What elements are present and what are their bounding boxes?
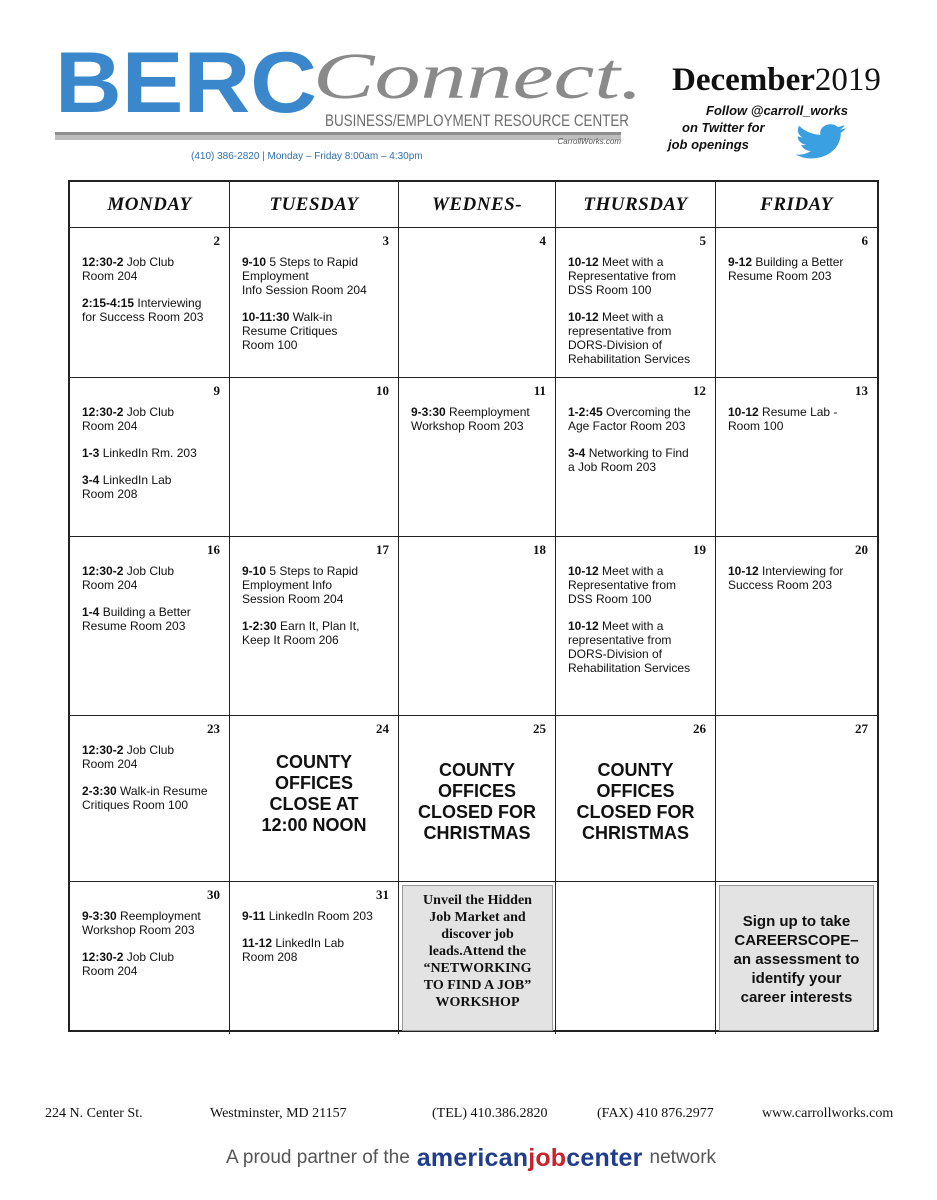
partner-american: american	[416, 1143, 529, 1172]
office-closure-notice	[556, 760, 715, 844]
promo-line: WORKSHOP	[435, 995, 520, 1010]
twitter-line-3: job openings	[668, 137, 749, 152]
event-time: 12:30-2	[82, 405, 124, 419]
day-header-thursday: THURSDAY	[556, 182, 716, 228]
event-time: 3-4	[82, 473, 100, 487]
event-time: 11-12	[242, 936, 273, 950]
office-closure-notice	[230, 752, 398, 836]
day-cell-week3-monday	[70, 537, 230, 716]
event-list	[411, 405, 546, 446]
event-detail: DORS-Division of	[568, 647, 663, 661]
day-cell-week2-wednesday	[399, 378, 556, 537]
logo-berc-text: BERC	[55, 35, 317, 131]
footer-fax: (FAX) 410 876.2977	[597, 1106, 714, 1121]
event-detail: DORS-Division of	[568, 338, 663, 352]
day-header-friday: FRIDAY	[716, 182, 877, 228]
notice-line: COUNTY	[276, 752, 352, 772]
event-time: 10-12	[568, 310, 599, 324]
notice-line: CLOSED FOR	[417, 802, 536, 822]
event-detail: Room 204	[82, 578, 138, 592]
event-title: Reemployment	[120, 909, 201, 923]
day-cell-week1-tuesday	[230, 228, 399, 378]
date-number: 18	[533, 542, 546, 557]
event-title: Walk-in	[292, 310, 333, 324]
event-detail: representative from	[568, 324, 672, 338]
date-number: 9	[213, 383, 220, 398]
event-detail: Representative from	[568, 269, 677, 283]
event-item	[568, 405, 706, 433]
event-item	[728, 564, 867, 592]
event-detail: Room 208	[82, 487, 138, 501]
event-item	[242, 310, 389, 352]
day-cell-week5-friday	[716, 882, 877, 1034]
event-detail: Representative from	[568, 578, 677, 592]
date-number: 10	[376, 383, 389, 398]
date-number: 30	[207, 887, 220, 902]
date-number: 16	[207, 542, 220, 557]
event-detail: Room 204	[82, 419, 138, 433]
notice-line: OFFICES	[596, 781, 675, 801]
event-time: 10-11:30	[242, 310, 290, 324]
day-cell-week3-wednesday	[399, 537, 556, 716]
event-title: Interviewing	[137, 296, 202, 310]
logo-subtitle: BUSINESS/EMPLOYMENT RESOURCE CENTER	[325, 111, 629, 130]
event-time: 9-3:30	[411, 405, 446, 419]
date-number: 31	[376, 887, 389, 902]
event-title: Meet with a	[602, 255, 664, 269]
month-name: December	[672, 62, 815, 98]
day-header-monday: MONDAY	[70, 182, 230, 228]
month-year: 2019	[814, 62, 881, 98]
day-cell-week1-monday	[70, 228, 230, 378]
event-title: Overcoming the	[606, 405, 691, 419]
event-title: Job Club	[126, 255, 175, 269]
date-number: 25	[533, 721, 546, 736]
event-list	[242, 255, 389, 365]
event-time: 9-12	[728, 255, 753, 269]
twitter-bird-icon	[794, 124, 848, 164]
event-detail: Rehabilitation Services	[568, 661, 691, 675]
logo-connect-text: Connect.	[313, 40, 643, 113]
day-cell-week4-monday	[70, 716, 230, 882]
notice-line: COUNTY	[597, 760, 674, 780]
date-number: 5	[699, 233, 706, 248]
event-time: 10-12	[728, 564, 759, 578]
event-detail: DSS Room 100	[568, 283, 652, 297]
day-cell-week2-thursday	[556, 378, 716, 537]
date-number: 4	[539, 233, 546, 248]
event-item	[82, 446, 220, 460]
notice-line: CLOSED FOR	[576, 802, 695, 822]
event-time: 1-3	[82, 446, 100, 460]
day-cell-week1-thursday	[556, 228, 716, 378]
day-cell-week5-thursday	[556, 882, 716, 1034]
event-time: 3-4	[568, 446, 586, 460]
event-title: Job Club	[126, 950, 175, 964]
event-detail: Workshop Room 203	[411, 419, 524, 433]
twitter-line-2: on Twitter for	[682, 120, 765, 135]
event-detail: representative from	[568, 633, 672, 647]
logo-site: CarrollWorks.com	[557, 137, 621, 146]
event-list	[82, 405, 220, 514]
event-item	[242, 255, 389, 297]
event-detail: Room 204	[82, 964, 138, 978]
event-title: Meet with a	[602, 619, 664, 633]
event-list	[568, 255, 706, 379]
event-item	[82, 784, 220, 812]
day-cell-week5-wednesday	[399, 882, 556, 1034]
event-title: Interviewing for	[762, 564, 844, 578]
date-number: 23	[207, 721, 220, 736]
event-item	[568, 564, 706, 606]
event-title: Resume Lab -	[762, 405, 838, 419]
event-title: Meet with a	[602, 564, 664, 578]
event-detail: Workshop Room 203	[82, 923, 195, 937]
promo-line: career interests	[740, 989, 853, 1006]
event-detail: Rehabilitation Services	[568, 352, 691, 366]
event-item	[411, 405, 546, 433]
day-cell-week3-tuesday	[230, 537, 399, 716]
event-title: Networking to Find	[588, 446, 689, 460]
event-detail: Info Session Room 204	[242, 283, 367, 297]
event-detail: Resume Room 203	[728, 269, 832, 283]
event-title: Job Club	[126, 564, 175, 578]
event-detail: Room 208	[242, 950, 298, 964]
event-time: 9-10	[242, 564, 267, 578]
event-item	[568, 310, 706, 366]
event-detail: Room 204	[82, 757, 138, 771]
event-title: Earn It, Plan It,	[280, 619, 360, 633]
event-time: 12:30-2	[82, 255, 124, 269]
event-list	[82, 564, 220, 646]
event-item	[728, 405, 867, 433]
day-cell-week3-friday	[716, 537, 877, 716]
event-list	[82, 909, 220, 991]
event-item	[82, 564, 220, 592]
event-title: LinkedIn Lab	[102, 473, 172, 487]
event-item	[728, 255, 867, 283]
event-item	[568, 255, 706, 297]
event-detail: Age Factor Room 203	[568, 419, 686, 433]
day-cell-week1-friday	[716, 228, 877, 378]
footer-address: 224 N. Center St.	[45, 1106, 143, 1121]
event-detail: Room 100	[242, 338, 298, 352]
date-number: 6	[861, 233, 868, 248]
partner-center: center	[566, 1143, 643, 1172]
event-detail: Resume Room 203	[82, 619, 186, 633]
promo-line: CAREERSCOPE–	[734, 932, 859, 949]
day-cell-week2-monday	[70, 378, 230, 537]
event-time: 10-12	[568, 619, 599, 633]
event-time: 2-3:30	[82, 784, 117, 798]
event-time: 1-2:30	[242, 619, 277, 633]
american-job-center-logo	[417, 1144, 643, 1173]
office-closure-notice	[399, 760, 555, 844]
day-cell-week4-wednesday	[399, 716, 556, 882]
event-detail: DSS Room 100	[568, 592, 652, 606]
date-number: 13	[855, 383, 868, 398]
notice-line: CHRISTMAS	[582, 823, 689, 843]
event-detail: Employment	[242, 269, 309, 283]
event-item	[82, 473, 220, 501]
day-cell-week5-tuesday	[230, 882, 399, 1034]
event-time: 9-3:30	[82, 909, 117, 923]
event-detail: a Job Room 203	[568, 460, 657, 474]
notice-line: OFFICES	[274, 773, 353, 793]
event-time: 10-12	[728, 405, 759, 419]
event-item	[82, 296, 220, 324]
event-item	[568, 619, 706, 675]
calendar-grid	[68, 180, 879, 1032]
event-detail: Keep It Room 206	[242, 633, 339, 647]
event-time: 2:15-4:15	[82, 296, 135, 310]
event-title: Reemployment	[449, 405, 530, 419]
day-cell-week4-tuesday	[230, 716, 399, 882]
date-number: 24	[376, 721, 389, 736]
event-title: 5 Steps to Rapid	[269, 564, 359, 578]
event-item	[82, 605, 220, 633]
day-cell-week5-monday	[70, 882, 230, 1034]
notice-line: CHRISTMAS	[423, 823, 531, 843]
day-header-wednesday: WEDNES-	[399, 182, 556, 228]
promo-line: “NETWORKING	[423, 961, 532, 976]
event-detail: Critiques Room 100	[82, 798, 189, 812]
partner-prefix: A proud partner of the	[226, 1147, 410, 1168]
event-title: Job Club	[126, 743, 175, 757]
day-header-tuesday: TUESDAY	[230, 182, 399, 228]
footer-tel: (TEL) 410.386.2820	[432, 1106, 548, 1121]
event-time: 9-11	[242, 909, 266, 923]
event-title: Meet with a	[602, 310, 664, 324]
event-list	[82, 743, 220, 825]
event-list	[568, 564, 706, 688]
promo-line: TO FIND A JOB”	[423, 978, 532, 993]
logo-gray-bar-edge	[55, 132, 621, 135]
promo-line: an assessment to	[733, 951, 860, 968]
event-item	[82, 405, 220, 433]
event-time: 10-12	[568, 255, 599, 269]
event-time: 9-10	[242, 255, 267, 269]
partner-suffix: network	[649, 1147, 717, 1168]
event-title: LinkedIn Room 203	[268, 909, 373, 923]
event-title: 5 Steps to Rapid	[269, 255, 359, 269]
event-item	[82, 909, 220, 937]
event-item	[82, 255, 220, 283]
day-cell-week4-thursday	[556, 716, 716, 882]
event-title: LinkedIn Rm. 203	[102, 446, 197, 460]
promo-line: Unveil the Hidden	[423, 893, 532, 908]
event-list	[242, 909, 389, 977]
event-title: Building a Better	[755, 255, 844, 269]
event-time: 12:30-2	[82, 743, 124, 757]
event-detail: for Success Room 203	[82, 310, 204, 324]
day-cell-week1-wednesday	[399, 228, 556, 378]
footer-city: Westminster, MD 21157	[210, 1106, 347, 1121]
event-list	[728, 405, 867, 446]
event-time: 10-12	[568, 564, 599, 578]
event-item	[242, 936, 389, 964]
event-detail: Resume Critiques	[242, 324, 338, 338]
event-detail: Success Room 203	[728, 578, 833, 592]
event-detail: Room 100	[728, 419, 784, 433]
event-item	[242, 564, 389, 606]
event-item	[568, 446, 706, 474]
date-number: 20	[855, 542, 868, 557]
event-item	[82, 950, 220, 978]
berc-connect-logo	[55, 35, 655, 165]
event-time: 1-4	[82, 605, 100, 619]
event-item	[82, 743, 220, 771]
event-time: 12:30-2	[82, 564, 124, 578]
notice-line: OFFICES	[437, 781, 516, 801]
logo-contact-line: (410) 386-2820 | Monday – Friday 8:00am – 4:30pm	[191, 151, 423, 162]
partner-job: job	[528, 1143, 567, 1172]
promo-line: discover job	[441, 927, 514, 942]
date-number: 11	[533, 383, 546, 398]
date-number: 19	[693, 542, 706, 557]
day-cell-week4-friday	[716, 716, 877, 882]
notice-line: COUNTY	[439, 760, 515, 780]
date-number: 17	[376, 542, 389, 557]
event-title: LinkedIn Lab	[275, 936, 345, 950]
event-list	[568, 405, 706, 487]
month-title	[672, 62, 881, 99]
notice-line: 12:00 NOON	[261, 815, 367, 835]
date-number: 2	[213, 233, 220, 248]
event-time: 12:30-2	[82, 950, 124, 964]
event-detail: Room 204	[82, 269, 138, 283]
promo-line: Job Market and	[429, 910, 526, 925]
day-cell-week3-thursday	[556, 537, 716, 716]
date-number: 3	[382, 233, 389, 248]
event-list	[242, 564, 389, 660]
event-title: Walk-in Resume	[120, 784, 208, 798]
notice-line: CLOSE AT	[269, 794, 359, 814]
careerscope-promo	[719, 885, 874, 1031]
event-detail: Session Room 204	[242, 592, 344, 606]
event-time: 1-2:45	[568, 405, 603, 419]
event-item	[242, 619, 389, 647]
event-detail: Employment Info	[242, 578, 333, 592]
day-cell-week2-friday	[716, 378, 877, 537]
twitter-line-1: Follow @carroll_works	[706, 103, 848, 118]
american-job-center-partner	[226, 1140, 716, 1176]
networking-workshop-promo	[402, 885, 553, 1031]
footer-web: www.carrollworks.com	[762, 1106, 894, 1121]
event-title: Job Club	[126, 405, 175, 419]
event-title: Building a Better	[102, 605, 191, 619]
promo-line: Sign up to take	[742, 913, 851, 930]
date-number: 26	[693, 721, 706, 736]
promo-line: identify your	[751, 970, 842, 987]
promo-line: leads.Attend the	[428, 944, 527, 959]
event-list	[82, 255, 220, 337]
date-number: 27	[855, 721, 868, 736]
date-number: 12	[693, 383, 706, 398]
event-list	[728, 564, 867, 605]
day-cell-week2-tuesday	[230, 378, 399, 537]
event-list	[728, 255, 867, 296]
event-item	[242, 909, 389, 923]
